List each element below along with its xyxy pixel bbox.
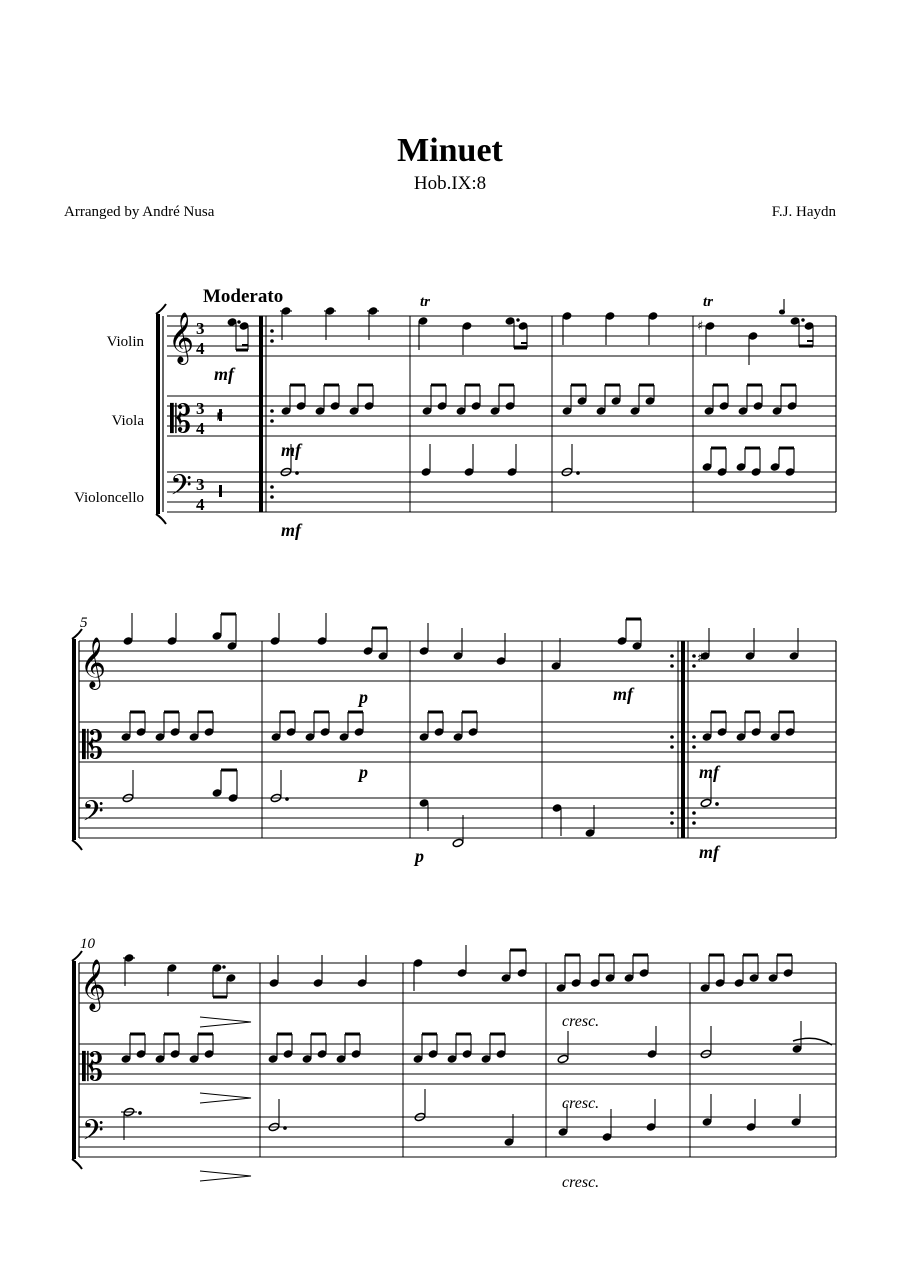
treble-clef-icon: 𝄞 bbox=[80, 959, 107, 1010]
note-head bbox=[562, 407, 572, 415]
note-head bbox=[437, 402, 447, 410]
note-head bbox=[121, 733, 131, 741]
note-head bbox=[155, 733, 165, 741]
system-2 bbox=[72, 629, 836, 850]
note-head bbox=[434, 728, 444, 736]
note-head bbox=[717, 728, 727, 736]
viola-notes-system-1 bbox=[218, 409, 222, 421]
svg-text:4: 4 bbox=[196, 419, 205, 438]
svg-text:♯: ♯ bbox=[697, 651, 704, 666]
svg-text:4: 4 bbox=[196, 339, 205, 358]
note-head bbox=[736, 733, 746, 741]
note-head bbox=[785, 468, 795, 476]
note-head bbox=[315, 407, 325, 415]
note-head bbox=[468, 728, 478, 736]
note-head bbox=[715, 979, 725, 987]
svg-text:3: 3 bbox=[196, 475, 205, 494]
note-head bbox=[719, 402, 729, 410]
alto-clef-icon: 𝄡 bbox=[82, 723, 104, 767]
note-head bbox=[447, 1055, 457, 1063]
dynamic-mf: mf bbox=[699, 762, 719, 782]
bass-clef-icon: 𝄢 bbox=[170, 469, 192, 509]
note-head bbox=[624, 974, 634, 982]
note-head bbox=[577, 397, 587, 405]
tempo-marking: Moderato bbox=[203, 286, 284, 307]
note-head bbox=[611, 397, 621, 405]
note-head bbox=[281, 407, 291, 415]
trill-mark: tr bbox=[420, 294, 431, 310]
note-head bbox=[155, 1055, 165, 1063]
note-head bbox=[330, 402, 340, 410]
svg-text:3: 3 bbox=[196, 319, 205, 338]
treble-clef-icon: 𝄞 bbox=[168, 312, 195, 363]
svg-text:4: 4 bbox=[196, 495, 205, 514]
dynamic-mf: mf bbox=[281, 520, 301, 540]
note-head bbox=[556, 984, 566, 992]
note-head bbox=[639, 969, 649, 977]
note-head bbox=[320, 728, 330, 736]
instrument-violoncello: Violoncello bbox=[74, 490, 144, 506]
note-head bbox=[630, 407, 640, 415]
dynamic-p: p bbox=[415, 846, 424, 866]
note-head bbox=[189, 733, 199, 741]
note-head bbox=[751, 468, 761, 476]
alto-clef-icon: 𝄡 bbox=[170, 397, 192, 441]
bass-clef-icon: 𝄢 bbox=[82, 1114, 104, 1154]
note-head bbox=[736, 463, 746, 471]
dynamic-mf: mf bbox=[214, 364, 234, 384]
note-head bbox=[704, 407, 714, 415]
bass-clef-icon: 𝄢 bbox=[82, 795, 104, 835]
note-head bbox=[428, 1050, 438, 1058]
note-head bbox=[189, 1055, 199, 1063]
instrument-violin: Violin bbox=[106, 334, 144, 350]
viola-eighths bbox=[121, 1034, 506, 1063]
note-head bbox=[785, 728, 795, 736]
note-head bbox=[734, 979, 744, 987]
cresc-marking: cresc. bbox=[562, 1095, 600, 1112]
note-head bbox=[496, 1050, 506, 1058]
note-head bbox=[770, 463, 780, 471]
viola-eighths bbox=[281, 385, 797, 415]
note-head bbox=[738, 407, 748, 415]
note-head bbox=[136, 1050, 146, 1058]
note-head bbox=[571, 979, 581, 987]
cello-notes-system-2 bbox=[122, 770, 718, 848]
dynamic-mf: mf bbox=[281, 440, 301, 460]
note-head bbox=[351, 1050, 361, 1058]
dynamic-p: p bbox=[359, 687, 368, 707]
note-head bbox=[204, 728, 214, 736]
violin-eighths bbox=[556, 955, 793, 992]
note-head bbox=[753, 402, 763, 410]
violin-notes-system-1 bbox=[227, 299, 814, 365]
note-head bbox=[170, 728, 180, 736]
note-head bbox=[453, 733, 463, 741]
note-head bbox=[349, 407, 359, 415]
note-head bbox=[302, 1055, 312, 1063]
note-head bbox=[136, 728, 146, 736]
note-head bbox=[770, 733, 780, 741]
dynamic-mf: mf bbox=[699, 842, 719, 862]
note-head bbox=[339, 733, 349, 741]
note-head bbox=[121, 1055, 131, 1063]
note-head bbox=[336, 1055, 346, 1063]
cello-notes-system-1 bbox=[219, 444, 579, 497]
measure-number: 10 bbox=[80, 936, 95, 952]
note-head bbox=[271, 733, 281, 741]
note-head bbox=[590, 979, 600, 987]
note-head bbox=[204, 1050, 214, 1058]
note-head bbox=[700, 984, 710, 992]
note-head bbox=[286, 728, 296, 736]
note-head bbox=[456, 407, 466, 415]
note-head bbox=[702, 463, 712, 471]
note-head bbox=[317, 1050, 327, 1058]
dynamic-mf: mf bbox=[613, 684, 633, 704]
cresc-marking: cresc. bbox=[562, 1013, 600, 1030]
note-head bbox=[505, 402, 515, 410]
note-head bbox=[419, 733, 429, 741]
note-head bbox=[702, 733, 712, 741]
note-head bbox=[605, 974, 615, 982]
instrument-viola: Viola bbox=[111, 413, 144, 429]
score-title: Minuet bbox=[397, 132, 503, 169]
dynamic-p: p bbox=[359, 762, 368, 782]
cresc-marking: cresc. bbox=[562, 1174, 600, 1191]
measure-number: 5 bbox=[80, 615, 88, 631]
trill-mark: tr bbox=[703, 294, 714, 310]
score-subtitle: Hob.IX:8 bbox=[413, 173, 487, 194]
alto-clef-icon: 𝄡 bbox=[82, 1045, 104, 1089]
note-head bbox=[768, 974, 778, 982]
treble-clef-icon: 𝄞 bbox=[80, 637, 107, 688]
note-head bbox=[471, 402, 481, 410]
note-head bbox=[749, 974, 759, 982]
note-head bbox=[717, 468, 727, 476]
note-head bbox=[364, 402, 374, 410]
arranger-credit: Arranged by André Nusa bbox=[64, 204, 215, 220]
note-head bbox=[268, 1055, 278, 1063]
cello-notes-system-3 bbox=[121, 1089, 801, 1146]
time-signature bbox=[196, 319, 205, 514]
violin-notes-system-3 bbox=[123, 945, 527, 997]
note-head bbox=[462, 1050, 472, 1058]
note-head bbox=[305, 733, 315, 741]
note-head bbox=[354, 728, 364, 736]
svg-text:3: 3 bbox=[196, 399, 205, 418]
note-head bbox=[422, 407, 432, 415]
note-head bbox=[596, 407, 606, 415]
note-head bbox=[283, 1050, 293, 1058]
note-head bbox=[783, 969, 793, 977]
note-head bbox=[170, 1050, 180, 1058]
note-head bbox=[413, 1055, 423, 1063]
composer-credit: F.J. Haydn bbox=[771, 204, 836, 220]
note-head bbox=[787, 402, 797, 410]
note-head bbox=[481, 1055, 491, 1063]
note-head bbox=[296, 402, 306, 410]
note-head bbox=[490, 407, 500, 415]
svg-text:♯: ♯ bbox=[697, 319, 704, 334]
note-head bbox=[772, 407, 782, 415]
note-head bbox=[645, 397, 655, 405]
note-head bbox=[751, 728, 761, 736]
